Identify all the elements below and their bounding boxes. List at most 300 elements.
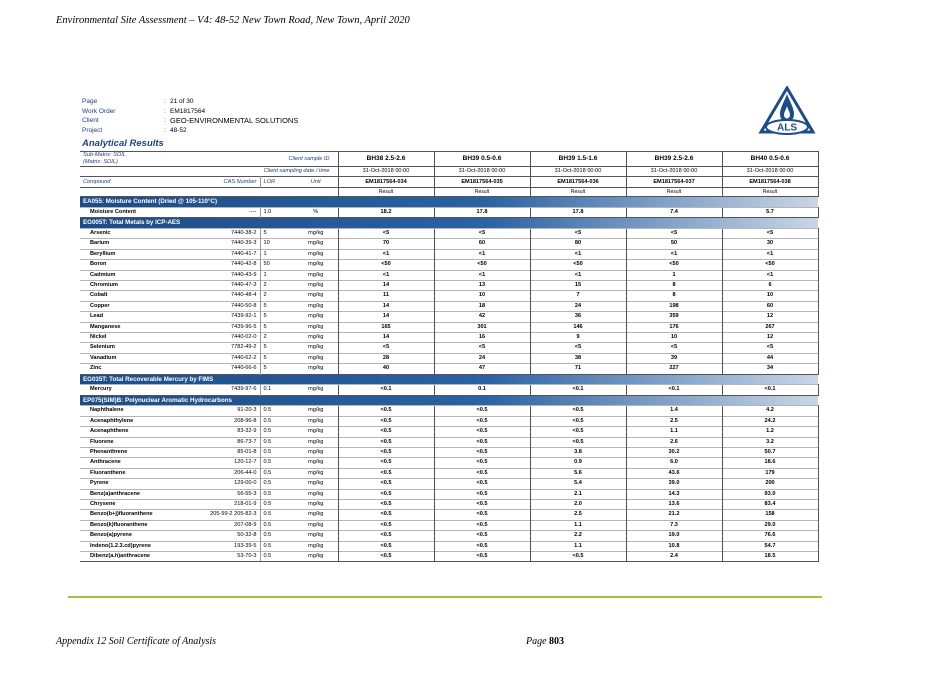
result-value: 17.8 <box>530 208 626 218</box>
unit-value: mg/kg <box>294 406 338 416</box>
result-value: 2.5 <box>530 510 626 520</box>
table-row <box>80 541 818 551</box>
result-value: 28 <box>338 353 434 363</box>
unit-value: mg/kg <box>294 229 338 239</box>
meta-sep: : <box>164 127 166 135</box>
sample-id: BH39 2.5-2.6 <box>626 152 722 167</box>
result-value: 40 <box>338 364 434 374</box>
table-row <box>80 322 818 332</box>
compound-name: Manganese <box>80 322 202 332</box>
result-value: 7.4 <box>626 208 722 218</box>
table-row <box>80 520 818 530</box>
lor-value: 1.0 <box>260 208 294 218</box>
sample-id: BH40 0.5-0.6 <box>722 152 818 167</box>
result-value: <50 <box>434 260 530 270</box>
result-value: <5 <box>434 343 530 353</box>
cas-number: 7440-43-9 <box>202 270 260 280</box>
cas-number: 7440-66-6 <box>202 364 260 374</box>
sampling-date: 31-Oct-2018 00:00 <box>530 167 626 177</box>
result-value: <1 <box>530 270 626 280</box>
cas-number: 205-99-2 205-82-3 <box>202 510 260 520</box>
meta-row-client <box>82 116 298 126</box>
result-value: <50 <box>722 260 818 270</box>
result-value: <1 <box>434 249 530 259</box>
unit-value: mg/kg <box>294 353 338 363</box>
unit-value: mg/kg <box>294 239 338 249</box>
compound-name: Anthracene <box>80 458 202 468</box>
result-value: <0.5 <box>530 406 626 416</box>
result-value: 359 <box>626 312 722 322</box>
compound-name: Barium <box>80 239 202 249</box>
cas-number: 56-55-3 <box>202 489 260 499</box>
cas-number: 7440-42-8 <box>202 260 260 270</box>
lab-id: EM1817564-038 <box>722 177 818 188</box>
compound-name: Benz(a)anthracene <box>80 489 202 499</box>
section-header-row <box>80 395 818 406</box>
cas-number: 7440-41-7 <box>202 249 260 259</box>
result-value: <1 <box>722 270 818 280</box>
cas-number: 7439-97-6 <box>202 385 260 395</box>
cas-number: 7440-47-3 <box>202 281 260 291</box>
table-row <box>80 510 818 520</box>
compound-name: Beryllium <box>80 249 202 259</box>
lor-value: 1 <box>260 249 294 259</box>
result-value: <5 <box>338 229 434 239</box>
table-row <box>80 239 818 249</box>
result-value: 21.2 <box>626 510 722 520</box>
result-value: 17.8 <box>434 208 530 218</box>
result-value: 3.2 <box>722 437 818 447</box>
result-value: 179 <box>722 468 818 478</box>
result-value: <0.5 <box>338 406 434 416</box>
table-row <box>80 447 818 457</box>
section-title: EG005T: Total Metals by ICP-AES <box>80 218 818 229</box>
result-value: <0.5 <box>338 541 434 551</box>
result-value: <0.5 <box>434 541 530 551</box>
result-value: 1.1 <box>626 427 722 437</box>
lor-value: 2 <box>260 333 294 343</box>
unit-value: mg/kg <box>294 364 338 374</box>
result-value: 34 <box>722 364 818 374</box>
client-sample-id-label: Client sample ID <box>202 152 338 167</box>
unit-value: mg/kg <box>294 499 338 509</box>
cas-number: 7782-49-2 <box>202 343 260 353</box>
compound-name: Phenanthrene <box>80 447 202 457</box>
column-cas: CAS Number <box>202 177 260 188</box>
compound-name: Boron <box>80 260 202 270</box>
unit-value: mg/kg <box>294 249 338 259</box>
lor-value: 50 <box>260 260 294 270</box>
compound-name: Cadmium <box>80 270 202 280</box>
sampling-date: 31-Oct-2018 00:00 <box>434 167 530 177</box>
result-value: 18.5 <box>722 551 818 561</box>
compound-name: Nickel <box>80 333 202 343</box>
unit-value: mg/kg <box>294 291 338 301</box>
table-row <box>80 416 818 426</box>
compound-name: Indeno(1.2.3.cd)pyrene <box>80 541 202 551</box>
result-value: 2.6 <box>626 437 722 447</box>
lor-value: 5 <box>260 301 294 311</box>
meta-value: GEO-ENVIRONMENTAL SOLUTIONS <box>170 116 299 126</box>
result-value: 13.6 <box>626 499 722 509</box>
cas-number: 53-70-3 <box>202 551 260 561</box>
result-value: <50 <box>338 260 434 270</box>
cas-number: 207-08-9 <box>202 520 260 530</box>
result-value: 2.1 <box>530 489 626 499</box>
meta-label: Client <box>82 117 99 125</box>
report-meta <box>82 97 298 136</box>
result-value: 50.7 <box>722 447 818 457</box>
result-value: 24 <box>434 353 530 363</box>
compound-name: Vanadium <box>80 353 202 363</box>
result-value: 2.0 <box>530 499 626 509</box>
unit-value: mg/kg <box>294 489 338 499</box>
result-value: 1 <box>626 270 722 280</box>
compound-name: Chrysene <box>80 499 202 509</box>
result-value: 30 <box>722 239 818 249</box>
footer-page-prefix: Page <box>526 636 547 647</box>
result-value: <0.1 <box>338 385 434 395</box>
lor-value: 1 <box>260 270 294 280</box>
table-row <box>80 270 818 280</box>
table-row <box>80 291 818 301</box>
table-row <box>80 208 818 218</box>
result-value: 83.4 <box>722 499 818 509</box>
result-value: 47 <box>434 364 530 374</box>
result-value: <0.5 <box>338 551 434 561</box>
result-value: 24 <box>530 301 626 311</box>
result-value: 11 <box>338 291 434 301</box>
result-value: 8 <box>626 281 722 291</box>
compound-name: Arsenic <box>80 229 202 239</box>
result-value: 16 <box>434 333 530 343</box>
result-value: 158 <box>722 510 818 520</box>
section-title: EA055: Moisture Content (Dried @ 105-110°C) <box>80 197 818 208</box>
result-value: <0.5 <box>434 437 530 447</box>
table-row <box>80 312 818 322</box>
section-header-row <box>80 374 818 385</box>
table-row <box>80 353 818 363</box>
table-row <box>80 229 818 239</box>
result-value: 39.0 <box>626 479 722 489</box>
unit-value: mg/kg <box>294 531 338 541</box>
cas-number: 83-32-9 <box>202 427 260 437</box>
table-row <box>80 301 818 311</box>
result-value: <0.5 <box>338 531 434 541</box>
cas-number: 7440-38-2 <box>202 229 260 239</box>
cas-number: 91-20-3 <box>202 406 260 416</box>
unit-value: mg/kg <box>294 437 338 447</box>
result-value: 6.0 <box>626 458 722 468</box>
table-row <box>80 364 818 374</box>
result-value: 301 <box>434 322 530 332</box>
sample-id: BH39 0.5-0.6 <box>434 152 530 167</box>
table-row <box>80 437 818 447</box>
unit-value: mg/kg <box>294 541 338 551</box>
table-row <box>80 281 818 291</box>
compound-name: Acenaphthene <box>80 427 202 437</box>
lor-value: 0.5 <box>260 531 294 541</box>
unit-value: mg/kg <box>294 458 338 468</box>
result-value: 14.3 <box>626 489 722 499</box>
lor-value: 10 <box>260 239 294 249</box>
cas-number: 7440-02-0 <box>202 333 260 343</box>
unit-value: mg/kg <box>294 301 338 311</box>
compound-name: Mercury <box>80 385 202 395</box>
result-value: 60 <box>722 301 818 311</box>
unit-value: % <box>294 208 338 218</box>
table-row <box>80 427 818 437</box>
result-value: 5.7 <box>722 208 818 218</box>
lor-value: 0.5 <box>260 468 294 478</box>
section-title: EP075(SIM)B: Polynuclear Aromatic Hydrocarbons <box>80 395 818 406</box>
compound-name: Chromium <box>80 281 202 291</box>
result-value: 42 <box>434 312 530 322</box>
result-value: <50 <box>626 260 722 270</box>
result-value: <5 <box>626 229 722 239</box>
result-value: 8 <box>626 291 722 301</box>
lor-value: 0.5 <box>260 479 294 489</box>
result-value: 1.2 <box>722 427 818 437</box>
lor-value: 0.5 <box>260 406 294 416</box>
compound-name: Zinc <box>80 364 202 374</box>
cas-number: 50-32-8 <box>202 531 260 541</box>
unit-value: mg/kg <box>294 479 338 489</box>
table-row <box>80 333 818 343</box>
cas-number: 7439-92-1 <box>202 312 260 322</box>
column-lor: LOR <box>260 177 294 188</box>
header-row-columns <box>80 177 818 188</box>
compound-name: Benzo(b+j)fluoranthene <box>80 510 202 520</box>
cas-number: 206-44-0 <box>202 468 260 478</box>
result-value: 2.5 <box>626 416 722 426</box>
compound-name: Dibenz(a.h)anthracene <box>80 551 202 561</box>
result-value: 29.0 <box>722 520 818 530</box>
result-value: 71 <box>530 364 626 374</box>
compound-name: Benzo(k)fluoranthene <box>80 520 202 530</box>
result-value: 7.3 <box>626 520 722 530</box>
unit-value: mg/kg <box>294 447 338 457</box>
lor-value: 0.5 <box>260 520 294 530</box>
table-row <box>80 406 818 416</box>
result-value: 93.0 <box>722 489 818 499</box>
compound-name: Fluorene <box>80 437 202 447</box>
result-value: <1 <box>338 270 434 280</box>
result-value: <0.5 <box>434 510 530 520</box>
result-value: <0.5 <box>338 447 434 457</box>
cas-number: 7440-62-2 <box>202 353 260 363</box>
compound-name: Fluoranthene <box>80 468 202 478</box>
result-value: 3.8 <box>530 447 626 457</box>
result-value: 10 <box>722 291 818 301</box>
table-row <box>80 531 818 541</box>
result-value: <0.5 <box>434 520 530 530</box>
result-value: 2.4 <box>626 551 722 561</box>
result-value: 5.4 <box>530 479 626 489</box>
lor-value: 0.5 <box>260 541 294 551</box>
result-value: 9 <box>530 333 626 343</box>
cas-number: 7440-39-3 <box>202 239 260 249</box>
result-value: 44 <box>722 353 818 363</box>
result-value: 76.6 <box>722 531 818 541</box>
lor-value: 5 <box>260 353 294 363</box>
unit-value: mg/kg <box>294 260 338 270</box>
result-value: <5 <box>530 343 626 353</box>
result-value: <0.1 <box>722 385 818 395</box>
result-value: <0.5 <box>338 510 434 520</box>
result-value: <0.5 <box>530 437 626 447</box>
result-value: 5.6 <box>530 468 626 478</box>
lab-id: EM1817564-037 <box>626 177 722 188</box>
meta-row-project <box>82 126 298 136</box>
submatrix-line: Sub-Matrix: SOIL <box>83 152 126 158</box>
meta-label: Project <box>82 127 103 135</box>
compound-name: Naphthalene <box>80 406 202 416</box>
result-value: 176 <box>626 322 722 332</box>
sampling-date: 31-Oct-2018 00:00 <box>722 167 818 177</box>
result-value: <0.5 <box>338 416 434 426</box>
lor-value: 2 <box>260 281 294 291</box>
logo-text: ALS <box>777 122 797 134</box>
result-value: <0.5 <box>338 437 434 447</box>
result-value: <0.5 <box>434 458 530 468</box>
result-value: <0.5 <box>434 489 530 499</box>
lor-value: 0.5 <box>260 447 294 457</box>
result-value: 12 <box>722 333 818 343</box>
result-value: 198 <box>626 301 722 311</box>
column-compound: Compound <box>80 177 202 188</box>
lab-id: EM1817564-034 <box>338 177 434 188</box>
result-value: 60 <box>434 239 530 249</box>
result-value: 1.1 <box>530 520 626 530</box>
result-value: 18.6 <box>722 458 818 468</box>
result-value: <0.5 <box>434 416 530 426</box>
result-value: 50 <box>626 239 722 249</box>
lor-value: 0.5 <box>260 458 294 468</box>
unit-value: mg/kg <box>294 270 338 280</box>
table-row <box>80 551 818 561</box>
result-value: <1 <box>626 249 722 259</box>
sampling-date: 31-Oct-2018 00:00 <box>626 167 722 177</box>
table-row <box>80 249 818 259</box>
lor-value: 0.5 <box>260 416 294 426</box>
result-value: 14 <box>338 333 434 343</box>
table-row <box>80 468 818 478</box>
compound-name: Copper <box>80 301 202 311</box>
matrix-line: (Matrix: SOIL) <box>83 159 118 165</box>
compound-name: Cobalt <box>80 291 202 301</box>
result-value: <5 <box>722 229 818 239</box>
lor-value: 0.5 <box>260 437 294 447</box>
page-title: Analytical Results <box>82 138 164 149</box>
meta-value: 48-52 <box>170 127 187 135</box>
unit-value: mg/kg <box>294 551 338 561</box>
cas-number: 129-00-0 <box>202 479 260 489</box>
table-row <box>80 260 818 270</box>
result-value: 0.1 <box>434 385 530 395</box>
result-value: 1.1 <box>530 541 626 551</box>
footer-appendix: Appendix 12 Soil Certificate of Analysis <box>56 636 217 647</box>
result-label: Result <box>338 188 434 197</box>
cas-number: 7440-50-8 <box>202 301 260 311</box>
result-value: <0.5 <box>434 499 530 509</box>
result-value: <0.5 <box>338 427 434 437</box>
result-value: 30.2 <box>626 447 722 457</box>
lor-value: 0.5 <box>260 551 294 561</box>
result-value: <0.5 <box>338 468 434 478</box>
sampling-date: 31-Oct-2018 00:00 <box>338 167 434 177</box>
result-value: <1 <box>434 270 530 280</box>
lab-id: EM1817564-036 <box>530 177 626 188</box>
result-label: Result <box>434 188 530 197</box>
result-value: 146 <box>530 322 626 332</box>
submatrix-label <box>80 152 202 167</box>
result-value: <0.5 <box>338 489 434 499</box>
result-value: 1.4 <box>626 406 722 416</box>
result-value: <0.5 <box>530 551 626 561</box>
lor-value: 5 <box>260 229 294 239</box>
section-header-row <box>80 197 818 208</box>
result-value: <0.5 <box>434 468 530 478</box>
result-value: 4.2 <box>722 406 818 416</box>
result-value: 13 <box>434 281 530 291</box>
result-value: 12 <box>722 312 818 322</box>
als-logo-icon <box>758 86 816 136</box>
footer-rule <box>68 596 822 598</box>
lor-value: 0.5 <box>260 499 294 509</box>
result-value: 165 <box>338 322 434 332</box>
result-value: <0.1 <box>530 385 626 395</box>
table-row <box>80 385 818 395</box>
header-row-sampling-date <box>80 167 818 177</box>
result-value: <5 <box>722 343 818 353</box>
unit-value: mg/kg <box>294 322 338 332</box>
result-value: <0.5 <box>338 479 434 489</box>
unit-value: mg/kg <box>294 520 338 530</box>
section-header-row <box>80 218 818 229</box>
result-value: 54.7 <box>722 541 818 551</box>
lor-value: 0.5 <box>260 427 294 437</box>
meta-row-page <box>82 97 298 107</box>
result-value: 18.2 <box>338 208 434 218</box>
table-row <box>80 479 818 489</box>
result-value: 80 <box>530 239 626 249</box>
result-value: 36 <box>530 312 626 322</box>
header-row-sample-id <box>80 152 818 167</box>
result-value: <5 <box>434 229 530 239</box>
result-value: 6 <box>722 281 818 291</box>
header-spacer <box>80 188 338 197</box>
compound-name: Lead <box>80 312 202 322</box>
compound-name: Acenaphthylene <box>80 416 202 426</box>
cas-number: 218-01-9 <box>202 499 260 509</box>
result-value: <5 <box>530 229 626 239</box>
result-value: <5 <box>626 343 722 353</box>
result-value: 10 <box>626 333 722 343</box>
unit-value: mg/kg <box>294 343 338 353</box>
unit-value: mg/kg <box>294 333 338 343</box>
meta-value: EM1817564 <box>170 107 206 115</box>
result-value: <0.5 <box>530 416 626 426</box>
result-value: 0.9 <box>530 458 626 468</box>
result-value: 14 <box>338 281 434 291</box>
result-value: <0.5 <box>434 531 530 541</box>
cas-number: 193-39-5 <box>202 541 260 551</box>
meta-label: Page <box>82 98 98 105</box>
result-value: 43.6 <box>626 468 722 478</box>
cas-number: 86-73-7 <box>202 437 260 447</box>
lab-id: EM1817564-035 <box>434 177 530 188</box>
